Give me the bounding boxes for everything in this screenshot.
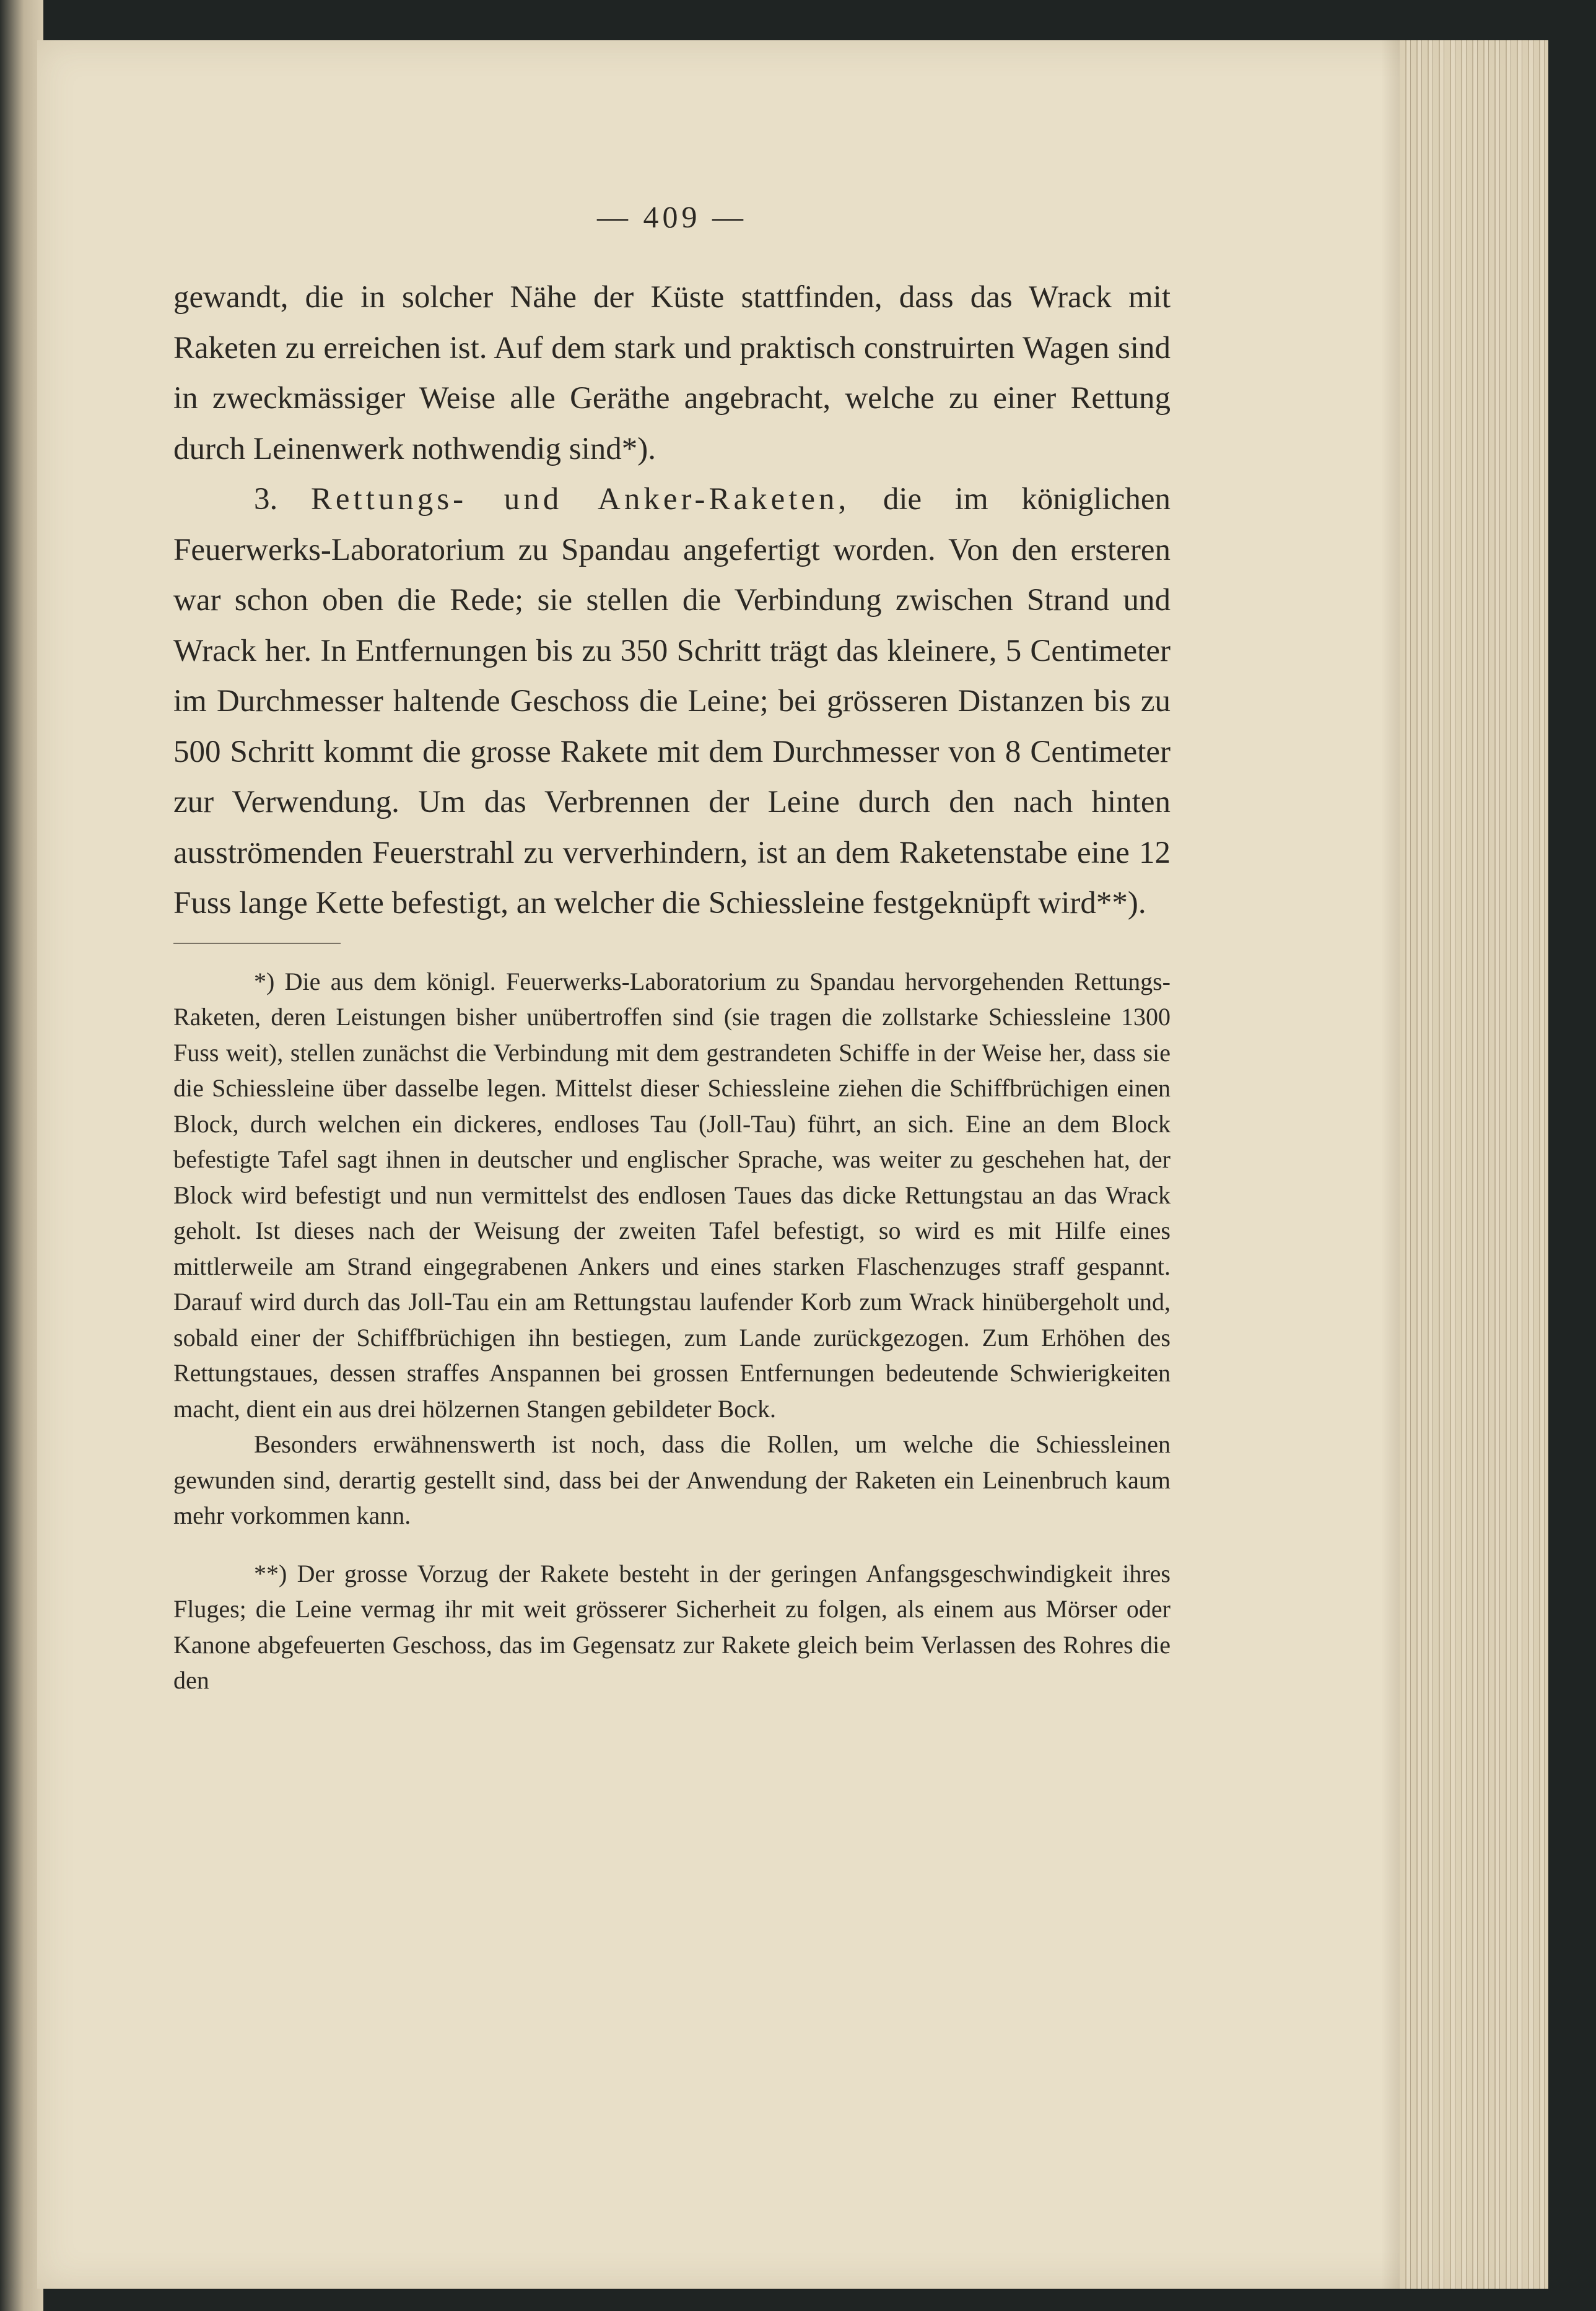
page-edge-shade <box>1381 40 1400 2289</box>
footnote-divider <box>173 943 341 944</box>
footnote-1-continuation: Besonders erwähnenswerth ist noch, dass die Rollen, um welche die Schiessleinen gewunden sind, derartig gestellt sind, dass bei der Anwendung der Raketen ein Leinenbruch kaum mehr vorkommen kann. <box>173 1430 1171 1529</box>
page-stack-edge <box>1400 40 1548 2289</box>
footnotes <box>173 964 1171 1698</box>
paragraph-2 <box>173 474 1171 929</box>
paragraph-1: gewandt, die in solcher Nähe der Küste stattfinden, dass das Wrack mit Raketen zu erreichen ist. Auf dem stark und praktisch construirten Wagen sind in zweckmässiger Weise alle Geräthe angebracht, welche zu einer Rettung durch Leinenwerk nothwendig sind*). <box>173 280 1171 466</box>
paragraph-2-lead: 3. <box>254 482 311 517</box>
main-text <box>173 273 1171 929</box>
footnote-1: *) Die aus dem königl. Feuerwerks-Laboratorium zu Spandau hervorgehenden Rettungs-Raketen, deren Leistungen bisher unübertroffen sind (sie tragen die zollstarke Schiessleine 1300 Fuss weit), stellen zunächst die Verbindung mit dem gestrandeten Schiffe in der Weise her, dass sie die Schiessleine über dasselbe legen. Mittelst dieser Schiessleine ziehen die Schiffbrüchigen einen Block, durch welchen ein dickeres, endloses Tau (Joll-Tau) führt, an sich. Eine an dem Block befestigte Tafel sagt ihnen in deutscher und englischer Sprache, was weiter zu geschehen hat, der Block wird befestigt und nun vermittelst des endlosen Taues das dicke Rettungstau an das Wrack geholt. Ist dieses nach der Weisung der zweiten Tafel befestigt, so wird es mit Hilfe eines mittlerweile am Strand eingegrabenen Ankers und eines starken Flaschenzuges straff gespannt. Darauf wird durch das Joll-Tau ein am Rettungstau laufender Korb zum Wrack hinübergeholt und, sobald einer der Schiffbrüchigen ihn bestiegen, zum Lande zurückgezogen. Zum Erhöhen des Rettungstaues, dessen straffes Anspannen bei grossen Entfernungen bedeutende Schwierigkeiten macht, dient ein aus drei hölzernen Stangen gebildeter Bock. <box>173 967 1171 1423</box>
paragraph-2-heading: Rettungs- und Anker-Raketen, <box>310 482 850 517</box>
paragraph-2-body: die im königlichen Feuerwerks-Laboratorium zu Spandau angefertigt worden. Von den ersteren war schon oben die Rede; sie stellen die Verbindung zwischen Strand und Wrack her. In Entfernungen bis zu 350 Schritt trägt das kleinere, 5 Centimeter im Durchmesser haltende Geschoss die Leine; bei grösseren Distanzen bis zu 500 Schritt kommt die grosse Rakete mit dem Durchmesser von 8 Centimeter zur Verwendung. Um das Verbrennen der Leine durch den nach hinten ausströmenden Feuerstrahl zu ververhindern, ist an dem Raketenstabe eine 12 Fuss lange Kette befestigt, an welcher die Schiessleine festgeknüpft wird**). <box>173 482 1171 920</box>
page-number: — 409 — <box>597 199 747 234</box>
page-text-block <box>173 198 1171 1698</box>
footnote-2: **) Der grosse Vorzug der Rakete besteht in der geringen Anfangsgeschwindigkeit ihres Fluges; die Leine vermag ihr mit weit grösserer Sicherheit zu folgen, als einem aus Mörser oder Kanone abgefeuerten Geschoss, das im Gegensatz zur Rakete gleich beim Verlassen des Rohres die den <box>173 1559 1171 1694</box>
